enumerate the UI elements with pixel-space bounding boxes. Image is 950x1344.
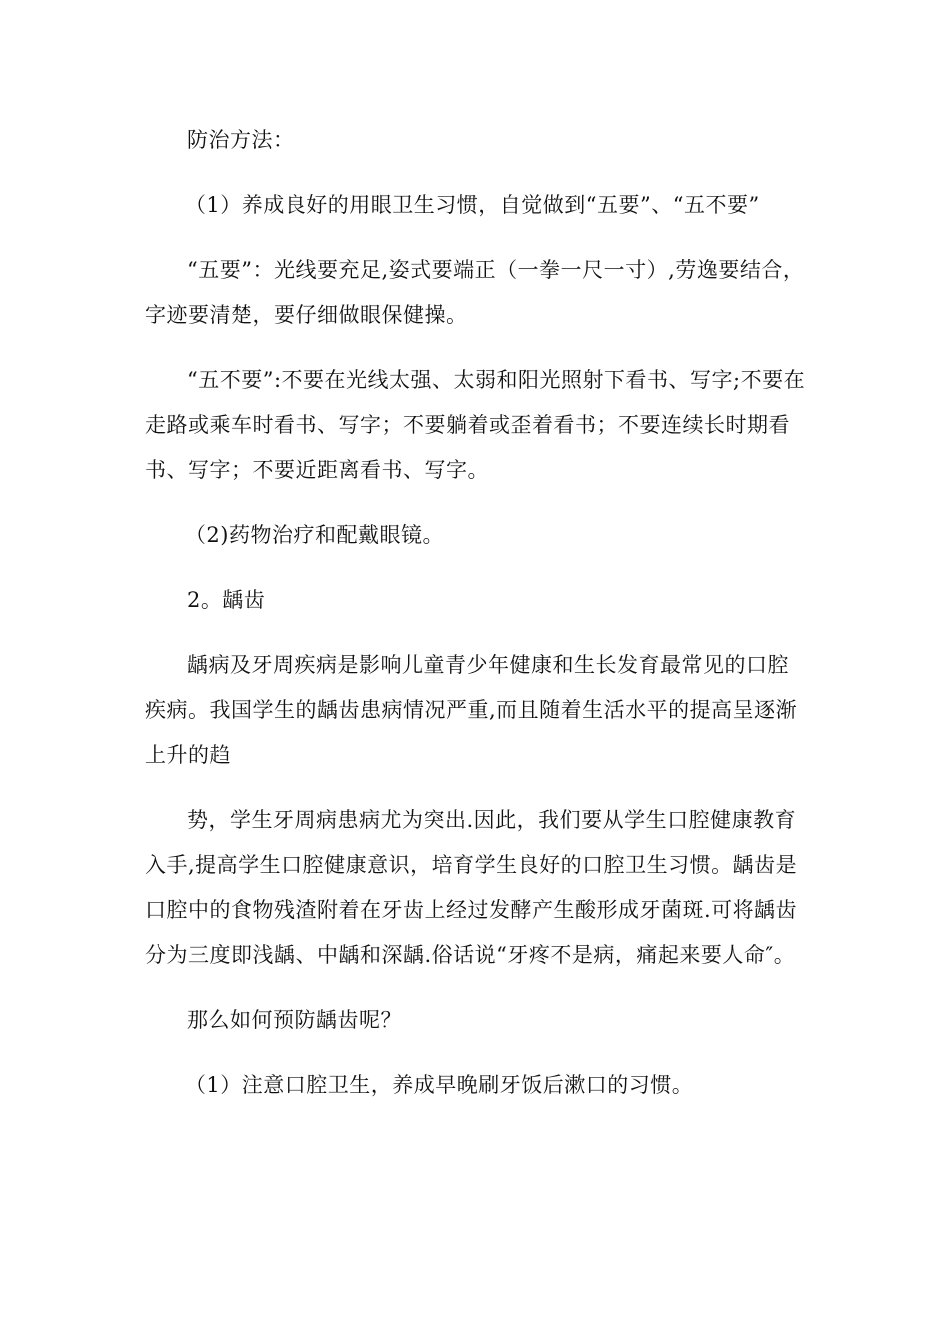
document-body [145, 118, 810, 1128]
paragraph-five-dos: “五要”：光线要充足,姿式要端正（一拳一尺一寸）,劳逸要结合，字迹要清楚，要仔细做眼保健操。 [145, 258, 805, 327]
section-heading-caries: 2。龋齿 [187, 588, 266, 612]
paragraph-heading-methods: 防治方法： [187, 128, 295, 152]
paragraph-prevention-question: 那么如何预防龋齿呢？ [187, 1008, 402, 1032]
paragraph-caries-intro: 龋病及牙周疾病是影响儿童青少年健康和生长发育最常见的口腔疾病。我国学生的龋齿患病情况严重,而且随着生活水平的提高呈逐渐上升的趋 [145, 653, 798, 767]
paragraph-five-donts: “五不要”:不要在光线太强、太弱和阳光照射下看书、写字;不要在走路或乘车时看书、写字；不要躺着或歪着看书；不要连续长时期看书、写字；不要近距离看书、写字。 [145, 368, 806, 482]
paragraph-prevention-item-1: （1）注意口腔卫生，养成早晚刷牙饭后漱口的习惯。 [184, 1073, 694, 1097]
paragraph-caries-detail: 势，学生牙周病患病尤为突出.因此，我们要从学生口腔健康教育入手,提高学生口腔健康意识，培育学生良好的口腔卫生习惯。龋齿是口腔中的食物残渣附着在牙齿上经过发酵产生酸形成牙菌斑.可将龋齿分为三度即浅龋、中龋和深龋.俗话说“牙疼不是病，痛起来要人命″。 [145, 808, 798, 967]
paragraph-item-1: （1）养成良好的用眼卫生习惯，自觉做到“五要”、“五不要” [184, 193, 760, 217]
paragraph-item-2: （2)药物治疗和配戴眼镜。 [184, 523, 444, 547]
